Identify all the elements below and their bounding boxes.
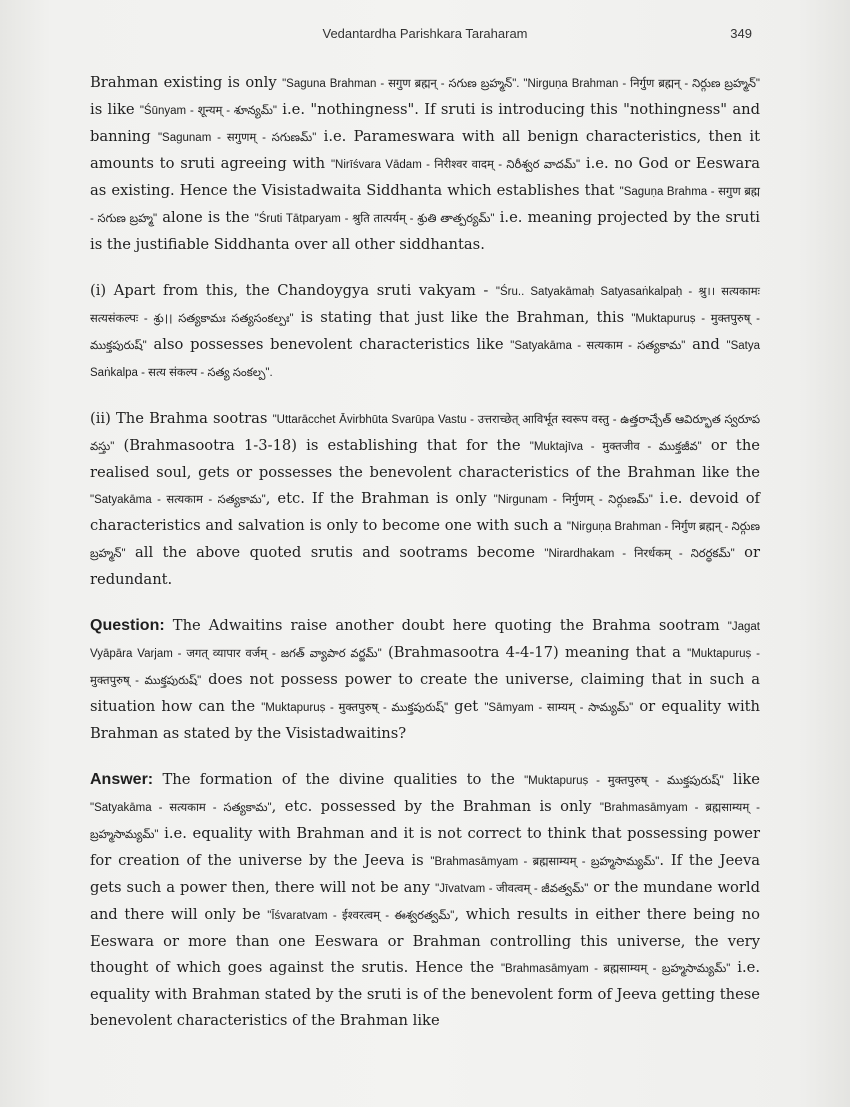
text: , etc. possessed by the Brahman is only <box>271 798 600 815</box>
sanskrit-term: "Īśvaratvam - ईश्वरत्वम् - ఈశ్వరత్వమ్" <box>267 910 455 922</box>
text: i.e. Parameswara with all benign characteristics, then it amounts to sruti agreeing with <box>90 128 760 172</box>
sanskrit-term: "Satyakāma - सत्यकाम - సత్యకామ" <box>90 494 266 506</box>
sanskrit-term: "Brahmasāmyam - ब्रह्मसाम्यम् - బ్రహ్మసామ్యమ్" <box>430 856 660 868</box>
text: The formation of the divine qualities to the <box>153 771 525 788</box>
text: i.e. equality with Brahman stated by the sruti is of the benevolent form of Jeeva getting these benevolent characteristics of the Brahman like <box>90 959 760 1029</box>
sanskrit-term: "Sagunam - सगुणम् - సగుణమ్" <box>157 132 317 144</box>
sanskrit-term: "Muktapuruṣ - मुक्तपुरुष् - ముక్తపురుష్" <box>90 648 760 687</box>
text: , etc. If the Brahman is only <box>265 490 494 507</box>
sanskrit-term: "Brahmasāmyam - ब्रह्मसाम्यम् - బ్రహ్మసామ్యమ్" <box>90 802 761 841</box>
paragraph-point-ii <box>90 406 760 593</box>
sanskrit-term: "Nirguṇa Brahman - निर्गुण ब्रह्मन् - నిర్గుణ బ్రహ్మన్" <box>90 521 761 560</box>
sanskrit-term: "Muktapuruṣ - मुक्तपुरुष् - ముక్తపురుష్" <box>261 702 449 714</box>
sanskrit-term: "Śru.. Satyakāmaḥ Satyasaṅkalpaḥ - श्रु।। सत्यकामः सत्यसंकल्पः - శ్రు।। సత్యకామః సత్యసంకల్పః" <box>90 286 760 325</box>
paragraph-answer <box>90 767 760 1034</box>
text: i.e. no God or Eeswara as existing. Hence the Visistadwaita Siddhanta which establishes that <box>90 155 760 199</box>
sanskrit-term: "Nirardhakam - निरर्धकम् - నిరర్ధకమ్" <box>544 548 735 560</box>
text: , which results in either there being no Eeswara or more than one Eeswara or Brahman controlling this universe, the very thought of which goes against the srutis. Hence the <box>90 906 760 976</box>
text: or redundant. <box>90 544 760 588</box>
sanskrit-term: "Muktajīva - मुक्तजीव - ముక్తజీవ" <box>529 441 702 453</box>
sanskrit-term: "Sāmyam - साम्यम् - సామ్యమ్" <box>484 702 634 714</box>
paragraph-question <box>90 613 760 747</box>
running-header <box>0 26 850 46</box>
book-title: Vedantardha Parishkara Taraharam <box>322 26 528 41</box>
text: (Brahmasootra 4-4-17) meaning that a <box>381 644 688 661</box>
text: or the realised soul, gets or possesses the benevolent characteristics of the Brahman like the <box>90 437 760 481</box>
text: or equality with Brahman as stated by the Visistadwaitins? <box>90 698 760 742</box>
text: (Brahmasootra 1-3-18) is establishing that for the <box>114 437 530 454</box>
question-label: Question: <box>90 617 165 634</box>
answer-label: Answer: <box>90 771 154 788</box>
sanskrit-term: "Jagat Vyāpāra Varjam - जगत् व्यापार वर्जम् - జగత్ వ్యాపార వర్జమ్" <box>90 621 760 660</box>
text: or the mundane world and there will only be <box>90 879 760 923</box>
text: is like <box>90 101 140 118</box>
sanskrit-term: "Uttarācchet Āvirbhūta Svarūpa Vastu - उत्तराच्छेत् आविर्भूत स्वरूप वस्तु - ఉత్తరాచ్చేత్ ఆవిర్భూత స్వరూప వస్తు" <box>90 414 760 453</box>
sanskrit-term: "Satya Saṅkalpa - सत्य संकल्प - సత్య సంకల్ప". <box>90 340 760 379</box>
sanskrit-term: "Satyakāma - सत्यकाम - సత్యకామ" <box>90 802 272 814</box>
text: (i) Apart from this, the Chandoygya sruti vakyam - <box>90 282 496 299</box>
paragraph-brahman-existing <box>90 70 760 258</box>
sanskrit-term: "Satyakāma - सत्यकाम - సత్యకామ" <box>510 340 686 352</box>
text: i.e. equality with Brahman and it is not correct to think that possessing power for creation of the universe by the Jeeva is <box>90 825 760 869</box>
sanskrit-term: "Nirīśvara Vādam - निरीश्वर वादम् - నిరీశ్వర వాదమ్" <box>330 159 581 171</box>
text: and <box>685 336 727 353</box>
text: all the above quoted srutis and sootrams become <box>125 544 545 561</box>
text: Brahman existing is only <box>90 74 283 91</box>
paragraph-point-i <box>90 278 760 386</box>
sanskrit-term: "Muktapuruṣ - मुक्तपुरुष् - ముక్తపురుష్" <box>90 313 760 352</box>
text: The Adwaitins raise another doubt here quoting the Brahma sootram <box>164 617 728 634</box>
sanskrit-term: "Śūnyam - शून्यम् - శూన్యమ్" <box>139 105 277 117</box>
sanskrit-term: "Saguna Brahman - सगुण ब्रह्मन् - సగుణ బ్రహ్మన్". "Nirguṇa Brahman - निर्गुण ब्रह्मन् - నిర్గుణ బ్రహ్మన్" <box>282 78 760 90</box>
sanskrit-term: "Brahmasāmyam - ब्रह्मसाम्यम् - బ్రహ్మసామ్యమ్" <box>500 963 731 975</box>
text: . If the Jeeva gets such a power then, there will not be any <box>90 852 761 896</box>
text: i.e. devoid of characteristics and salvation is only to become one with such a <box>90 490 760 534</box>
sanskrit-term: "Jīvatvam - जीवत्वम् - జీవత్వమ్" <box>435 883 589 895</box>
page-body <box>90 70 760 1054</box>
text: alone is the <box>157 209 255 226</box>
page-number: 349 <box>730 26 752 41</box>
text: does not possess power to create the universe, claiming that in such a situation how can the <box>90 671 760 715</box>
text: i.e. "nothingness". If sruti is introducing this "nothingness" and banning <box>90 101 760 145</box>
text: is stating that just like the Brahman, this <box>293 309 632 326</box>
sanskrit-term: "Saguṇa Brahma - सगुण ब्रह्म - సగుణ బ్రహ్మ" <box>90 186 761 225</box>
text: (ii) The Brahma sootras <box>90 410 273 427</box>
text: also possesses benevolent characteristics like <box>146 336 511 353</box>
text: i.e. meaning projected by the sruti is the justifiable Siddhanta over all other siddhantas. <box>90 209 760 253</box>
text: get <box>448 698 485 715</box>
text: like <box>723 771 760 788</box>
sanskrit-term: "Śruti Tātparyam - श्रुति तात्पर्यम् - శ్రుతి తాత్పర్యమ్" <box>254 213 495 225</box>
sanskrit-term: "Nirgunam - निर्गुणम् - నిర్గుణమ్" <box>493 494 653 506</box>
sanskrit-term: "Muktapuruṣ - मुक्तपुरुष् - ముక్తపురుష్" <box>524 775 724 787</box>
